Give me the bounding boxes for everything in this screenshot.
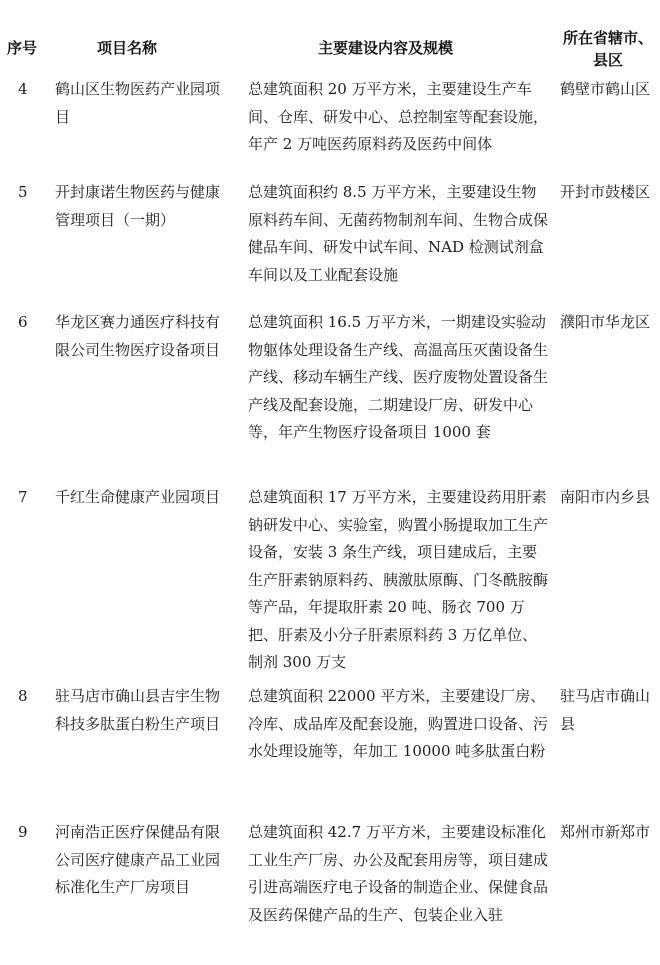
row-location: 驻马店市确山县 [560, 687, 651, 733]
header-location: 所在省辖市、县区 [562, 29, 653, 69]
row-serial-number: 7 [18, 488, 28, 506]
row-location: 鹤壁市鹤山区 [560, 80, 651, 98]
row-location: 南阳市内乡县 [560, 488, 651, 506]
row-construction-content: 总建筑面积 16.5 万平方米，一期建设实验动物躯体处理设备生产线、高温高压灭菌设备生产线、移动车辆生产线、医疗废物处置设备生产线及配套设施，二期建设厂房、研发中心等，年产生物医疗设备项目 1000 套 [248, 313, 549, 441]
header-project-name: 项目名称 [97, 39, 158, 57]
row-project-name: 开封康诺生物医药与健康管理项目（一期） [55, 183, 221, 229]
row-construction-content: 总建筑面积 42.7 万平方米，主要建设标准化工业生产厂房、办公及配套用房等，项目建成引进高端医疗电子设备的制造企业、保健食品及医药保健产品的生产、包装企业入驻 [248, 823, 549, 924]
row-serial-number: 9 [18, 823, 28, 841]
row-serial-number: 8 [18, 687, 28, 705]
row-location: 濮阳市华龙区 [560, 313, 651, 331]
row-construction-content: 总建筑面积 22000 平方米，主要建设厂房、冷库、成品库及配套设施，购置进口设备、污水处理设施等，年加工 10000 吨多肽蛋白粉 [248, 687, 549, 760]
row-project-name: 华龙区赛力通医疗科技有限公司生物医疗设备项目 [55, 313, 221, 359]
row-serial-number: 6 [18, 313, 28, 331]
row-location: 郑州市新郑市 [560, 823, 651, 841]
row-construction-content: 总建筑面积约 8.5 万平方米，主要建设生物原料药车间、无菌药物制剂车间、生物合成保健品车间、研发中试车间、NAD 检测试剂盒车间以及工业配套设施 [248, 183, 549, 284]
row-serial-number: 5 [18, 183, 28, 201]
row-construction-content: 总建筑面积 20 万平方米，主要建设生产车间、仓库、研发中心、总控制室等配套设施，年产 2 万吨医药原料药及医药中间体 [248, 80, 549, 153]
row-project-name: 河南浩正医疗保健品有限公司医疗健康产品工业园标准化生产厂房项目 [55, 823, 221, 896]
row-construction-content: 总建筑面积 17 万平方米，主要建设药用肝素钠研发中心、实验室，购置小肠提取加工生产设备，安装 3 条生产线，项目建成后，主要生产肝素钠原料药、胰激肽原酶、门冬酰胺酶等产品，年提取肝素 20 吨、肠衣 700 万把、肝素及小分子肝素原料药 3 万亿单位、制剂 300 万支 [248, 488, 549, 671]
row-project-name: 千红生命健康产业园项目 [55, 488, 221, 506]
row-project-name: 鹤山区生物医药产业园项目 [55, 80, 221, 126]
row-project-name: 驻马店市确山县吉宇生物科技多肽蛋白粉生产项目 [55, 687, 221, 733]
row-location: 开封市鼓楼区 [560, 183, 651, 201]
header-serial-number: 序号 [7, 39, 38, 57]
header-construction-content: 主要建设内容及规模 [318, 39, 454, 57]
row-serial-number: 4 [18, 80, 28, 98]
